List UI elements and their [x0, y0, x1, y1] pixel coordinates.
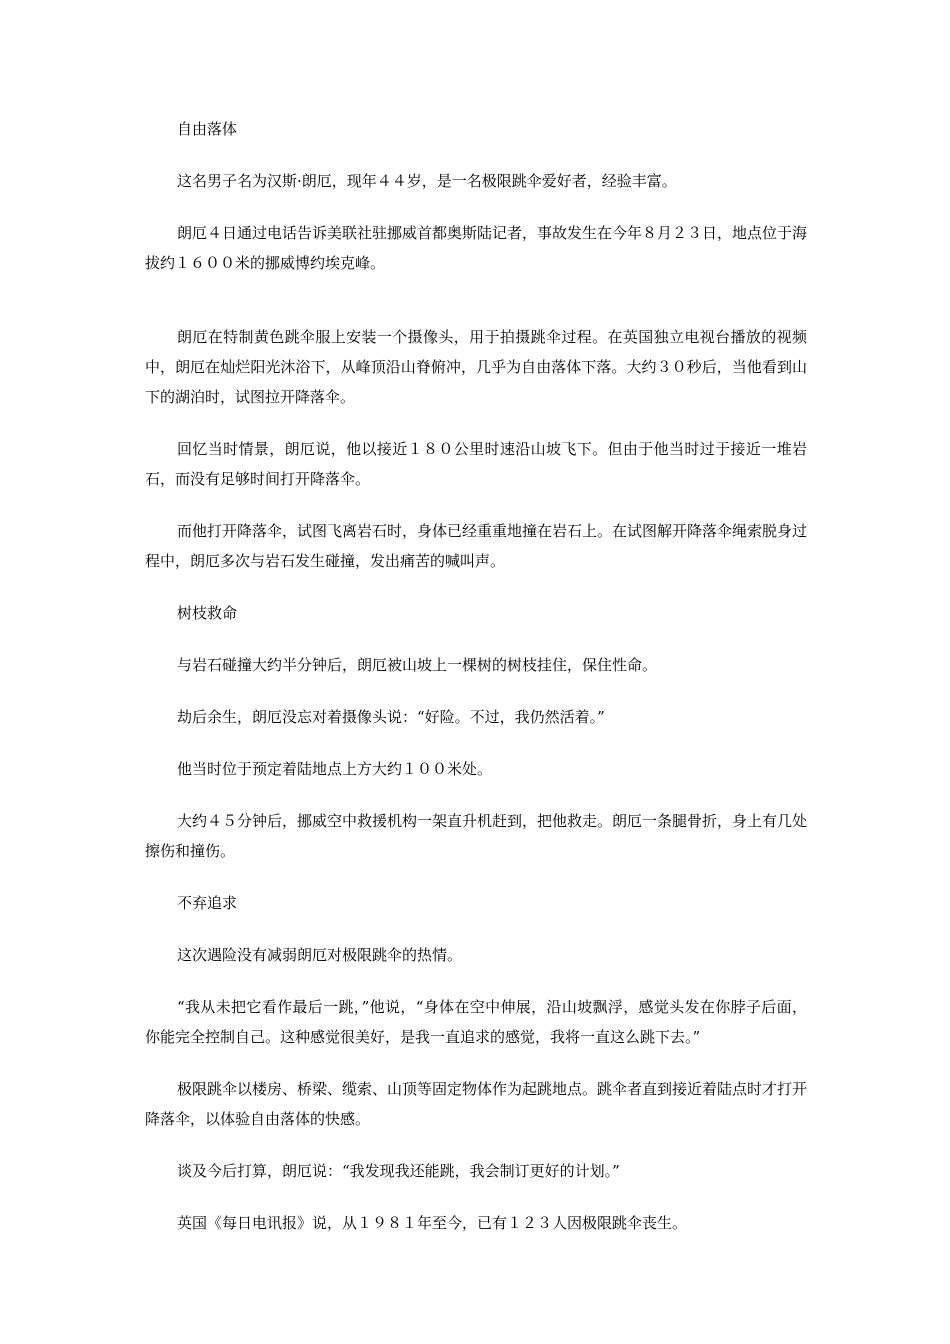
paragraph-recollection: 回忆当时情景，朗厄说，他以接近１８０公里时速沿山坡飞下。但由于他当时过于接近一堆岩石，而没有足够时间打开降落伞。 [145, 440, 807, 488]
paragraph-position: 他当时位于预定着陆地点上方大约１００米处。 [177, 760, 493, 778]
paragraph-accident-date: 朗厄４日通过电话告诉美联社驻挪威首都奥斯陆记者，事故发生在今年８月２３日，地点位于海拔约１６００米的挪威博约埃克峰。 [145, 224, 808, 272]
paragraph-intro: 这名男子名为汉斯·朗厄，现年４４岁，是一名极限跳伞爱好者，经验丰富。 [177, 172, 677, 190]
paragraph-base-jumping-definition: 极限跳伞以楼房、桥梁、缆索、山顶等固定物体作为起跳地点。跳伞者直到接近着陆点时才打开降落伞，以体验自由落体的快感。 [145, 1080, 808, 1128]
section-heading-free-fall: 自由落体 [177, 120, 238, 138]
paragraph-survival-quote: 劫后余生，朗厄没忘对着摄像头说：“好险。不过，我仍然活着。” [177, 708, 605, 726]
paragraph-camera-video: 朗厄在特制黄色跳伞服上安装一个摄像头，用于拍摄跳伞过程。在英国独立电视台播放的视频中，朗厄在灿烂阳光沐浴下，从峰顶沿山脊俯冲，几乎为自由落体下落。大约３０秒后，当他看到山下的湖泊时，试图拉开降落伞。 [145, 328, 807, 406]
section-heading-branch-rescue: 树枝救命 [177, 604, 238, 622]
paragraph-helicopter-rescue: 大约４５分钟后，挪威空中救援机构一架直升机赶到，把他救走。朗厄一条腿骨折，身上有几处擦伤和撞伤。 [145, 812, 808, 860]
paragraph-tree-branch: 与岩石碰撞大约半分钟后，朗厄被山坡上一棵树的树枝挂住，保住性命。 [177, 656, 658, 674]
paragraph-death-statistics: 英国《每日电讯报》说，从１９８１年至今，已有１２３人因极限跳伞丧生。 [177, 1214, 688, 1232]
article-body [145, 114, 807, 1260]
paragraph-quote-feeling: “我从未把它看作最后一跳，”他说，“身体在空中伸展，沿山坡飘浮，感觉头发在你脖子后面，你能完全控制自己。这种感觉很美好，是我一直追求的感觉，我将一直这么跳下去。” [145, 998, 807, 1046]
paragraph-collision: 而他打开降落伞，试图飞离岩石时，身体已经重重地撞在岩石上。在试图解开降落伞绳索脱身过程中，朗厄多次与岩石发生碰撞，发出痛苦的喊叫声。 [145, 522, 808, 570]
paragraph-enthusiasm: 这次遇险没有减弱朗厄对极限跳伞的热情。 [177, 946, 463, 964]
paragraph-future-plans: 谈及今后打算，朗厄说：“我发现我还能跳，我会制订更好的计划。” [177, 1162, 620, 1180]
section-heading-pursuit: 不弃追求 [177, 894, 238, 912]
